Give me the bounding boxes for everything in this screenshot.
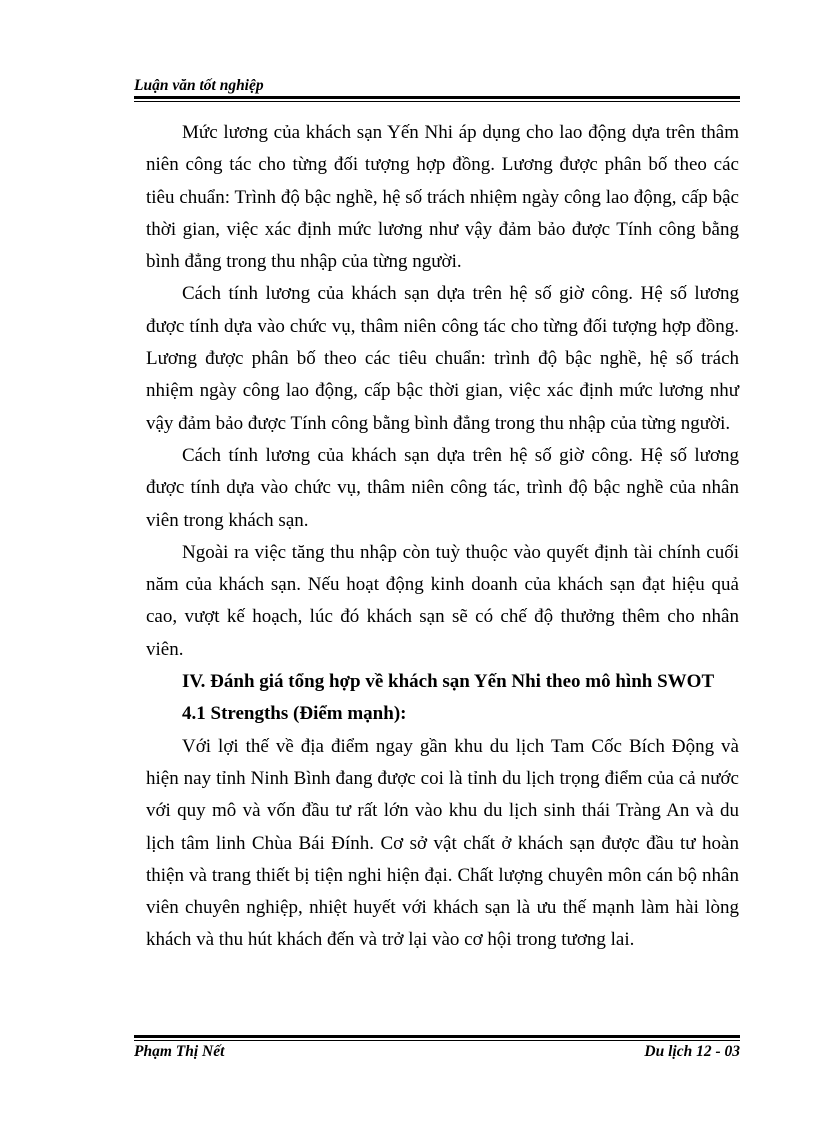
document-body [146,117,739,957]
header-title: Luận văn tốt nghiệp [134,77,264,94]
paragraph-salary-level: Mức lương của khách sạn Yến Nhi áp dụng cho lao động dựa trên thâm niên công tác cho từng đối tượng hợp đồng. Lương được phân bố theo các tiêu chuẩn: Trình độ bậc nghề, hệ số trách nhiệm ngày công lao động, cấp bậc thời gian, việc xác định mức lương như vậy đảm bảo được Tính công bằng bình đẳng trong thu nhập của từng người. [146,122,739,273]
paragraph-income-bonus: Ngoài ra việc tăng thu nhập còn tuỳ thuộc vào quyết định tài chính cuối năm của khách sạn. Nếu hoạt động kinh doanh của khách sạn đạt hiệu quả cao, vượt kế hoạch, lúc đó khách sạn sẽ có chế độ thưởng thêm cho nhân viên. [146,541,739,660]
page-footer [134,1043,740,1063]
subsection-heading-strengths: 4.1 Strengths (Điểm mạnh): [182,703,407,725]
footer-rule-thin [134,1040,740,1041]
section-heading-swot: IV. Đánh giá tổng hợp về khách sạn Yến Nhi theo mô hình SWOT [182,671,715,693]
header-rule-thin [134,101,740,102]
footer-class: Du lịch 12 - 03 [644,1043,740,1060]
paragraph-salary-calculation: Cách tính lương của khách sạn dựa trên hệ số giờ công. Hệ số lương được tính dựa vào chức vụ, thâm niên công tác cho từng đối tượng hợp đồng. Lương được phân bố theo các tiêu chuẩn: trình độ bậc nghề, hệ số trách nhiệm ngày công lao động, cấp bậc thời gian, việc xác định mức lương như vậy đảm bảo được Tính công bằng bình đẳng trong thu nhập của từng người. [146,283,739,434]
footer-rule-thick [134,1035,740,1038]
header-rule-thick [134,96,740,99]
paragraph-salary-coefficient: Cách tính lương của khách sạn dựa trên hệ số giờ công. Hệ số lương được tính dựa vào chức vụ, thâm niên công tác, trình độ bậc nghề của nhân viên trong khách sạn. [146,444,739,531]
paragraph-strengths: Với lợi thế về địa điểm ngay gần khu du lịch Tam Cốc Bích Động và hiện nay tỉnh Ninh Bình đang được coi là tỉnh du lịch trọng điểm của cả nước với quy mô và vốn đầu tư rất lớn vào khu du lịch sinh thái Tràng An và du lịch tâm linh Chùa Bái Đính. Cơ sở vật chất ở khách sạn được đầu tư hoàn thiện và trang thiết bị tiện nghi hiện đại. Chất lượng chuyên môn cán bộ nhân viên chuyên nghiệp, nhiệt huyết với khách sạn là ưu thế mạnh làm hài lòng khách và thu hút khách đến và trở lại vào cơ hội trong tương lai. [146,735,739,951]
footer-author: Phạm Thị Nết [134,1043,225,1060]
